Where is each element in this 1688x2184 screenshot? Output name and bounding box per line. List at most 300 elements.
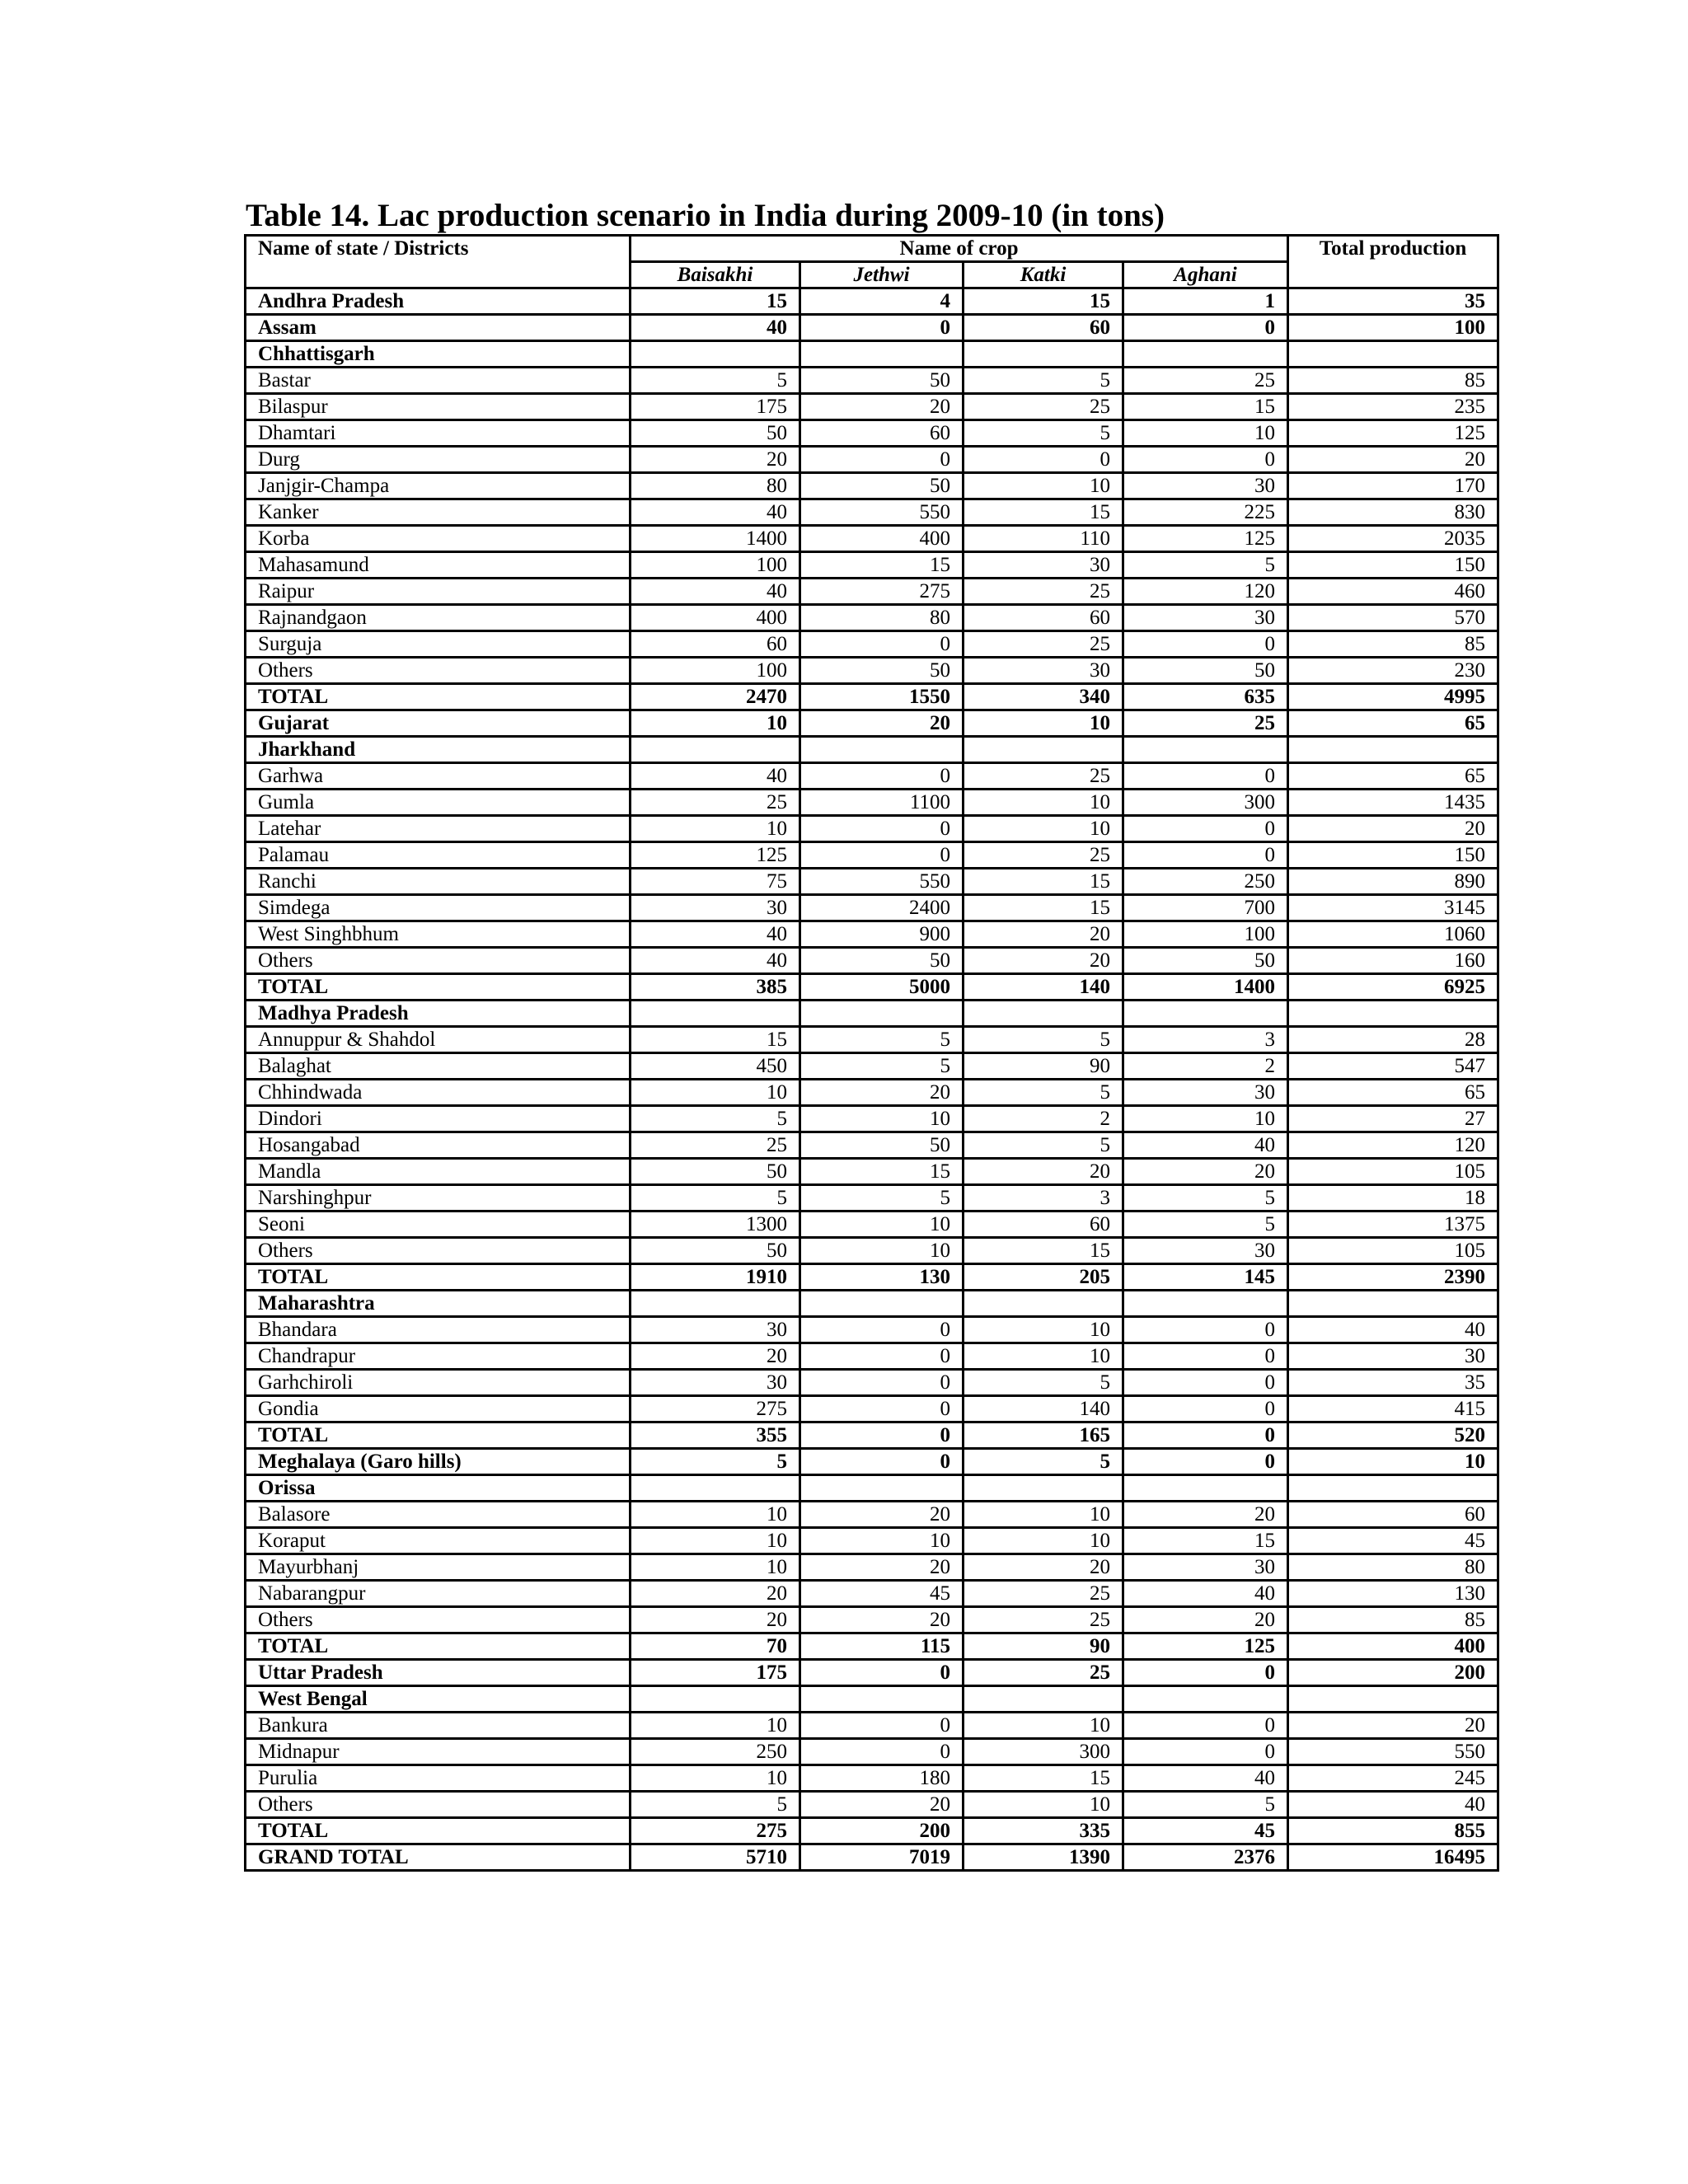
total-production-cell: 520 xyxy=(1288,1422,1498,1449)
crop-value-cell: 15 xyxy=(631,1027,800,1053)
table-row xyxy=(246,1080,1498,1106)
row-name-cell: Palamau xyxy=(246,842,631,869)
table-row xyxy=(246,1581,1498,1607)
crop-value-cell: 145 xyxy=(1123,1264,1288,1291)
crop-value-cell: 25 xyxy=(964,394,1123,420)
crop-value-cell: 385 xyxy=(631,974,800,1001)
crop-value-cell: 20 xyxy=(800,710,964,737)
row-name-cell: Dhamtari xyxy=(246,420,631,447)
total-production-cell: 415 xyxy=(1288,1396,1498,1422)
crop-value-cell: 30 xyxy=(1123,1554,1288,1581)
total-production-cell: 570 xyxy=(1288,605,1498,631)
crop-value-cell: 60 xyxy=(800,420,964,447)
crop-value-cell: 250 xyxy=(1123,869,1288,895)
crop-value-cell xyxy=(800,737,964,763)
crop-value-cell: 5 xyxy=(631,368,800,394)
crop-value-cell: 335 xyxy=(964,1818,1123,1844)
crop-value-cell: 140 xyxy=(964,974,1123,1001)
total-production-cell: 65 xyxy=(1288,763,1498,790)
total-production-cell: 1435 xyxy=(1288,790,1498,816)
crop-value-cell: 10 xyxy=(631,1713,800,1739)
row-name-cell: TOTAL xyxy=(246,684,631,710)
table-row xyxy=(246,1185,1498,1212)
crop-value-cell: 5 xyxy=(1123,552,1288,579)
total-production-cell: 3145 xyxy=(1288,895,1498,921)
crop-value-cell: 90 xyxy=(964,1633,1123,1660)
crop-value-cell: 25 xyxy=(631,1132,800,1159)
crop-value-cell: 180 xyxy=(800,1765,964,1792)
crop-value-cell: 5 xyxy=(964,1080,1123,1106)
crop-value-cell: 0 xyxy=(1123,1713,1288,1739)
crop-value-cell: 10 xyxy=(964,1528,1123,1554)
total-production-cell: 4995 xyxy=(1288,684,1498,710)
table-row xyxy=(246,368,1498,394)
row-name-cell: Mayurbhanj xyxy=(246,1554,631,1581)
crop-value-cell: 2376 xyxy=(1123,1844,1288,1871)
total-production-cell: 890 xyxy=(1288,869,1498,895)
table-row xyxy=(246,1238,1498,1264)
total-production-cell xyxy=(1288,1475,1498,1502)
total-production-cell xyxy=(1288,1686,1498,1713)
crop-value-cell: 400 xyxy=(800,526,964,552)
crop-value-cell xyxy=(964,341,1123,368)
crop-value-cell: 25 xyxy=(964,1660,1123,1686)
crop-value-cell: 100 xyxy=(1123,921,1288,948)
total-production-cell: 547 xyxy=(1288,1053,1498,1080)
table-row xyxy=(246,974,1498,1001)
crop-value-cell: 80 xyxy=(800,605,964,631)
header-crop-aghani: Aghani xyxy=(1123,262,1288,288)
crop-value-cell: 25 xyxy=(964,763,1123,790)
crop-value-cell: 0 xyxy=(1123,1739,1288,1765)
row-name-cell: Annuppur & Shahdol xyxy=(246,1027,631,1053)
crop-value-cell: 25 xyxy=(964,631,1123,658)
table-row xyxy=(246,1001,1498,1027)
crop-value-cell: 275 xyxy=(631,1396,800,1422)
row-name-cell: Chhindwada xyxy=(246,1080,631,1106)
crop-value-cell: 15 xyxy=(964,288,1123,315)
table-row xyxy=(246,1713,1498,1739)
table-row xyxy=(246,579,1498,605)
crop-value-cell: 3 xyxy=(964,1185,1123,1212)
crop-value-cell: 30 xyxy=(1123,1080,1288,1106)
crop-value-cell: 0 xyxy=(1123,1370,1288,1396)
crop-value-cell: 30 xyxy=(1123,605,1288,631)
row-name-cell: Gumla xyxy=(246,790,631,816)
table-row xyxy=(246,1660,1498,1686)
crop-value-cell: 10 xyxy=(964,1792,1123,1818)
row-name-cell: Purulia xyxy=(246,1765,631,1792)
header-crop-baisakhi: Baisakhi xyxy=(631,262,800,288)
total-production-cell xyxy=(1288,341,1498,368)
crop-value-cell: 550 xyxy=(800,499,964,526)
crop-value-cell: 80 xyxy=(631,473,800,499)
total-production-cell: 40 xyxy=(1288,1792,1498,1818)
crop-value-cell: 20 xyxy=(631,1581,800,1607)
total-production-cell: 20 xyxy=(1288,1713,1498,1739)
total-production-cell: 1375 xyxy=(1288,1212,1498,1238)
table-row xyxy=(246,763,1498,790)
table-row xyxy=(246,1449,1498,1475)
total-production-cell: 30 xyxy=(1288,1343,1498,1370)
crop-value-cell: 15 xyxy=(964,1765,1123,1792)
crop-value-cell: 60 xyxy=(964,1212,1123,1238)
crop-value-cell: 300 xyxy=(1123,790,1288,816)
crop-value-cell: 550 xyxy=(800,869,964,895)
crop-value-cell: 25 xyxy=(631,790,800,816)
crop-value-cell: 60 xyxy=(631,631,800,658)
row-name-cell: Balaghat xyxy=(246,1053,631,1080)
crop-value-cell: 10 xyxy=(964,1343,1123,1370)
crop-value-cell: 3 xyxy=(1123,1027,1288,1053)
crop-value-cell: 400 xyxy=(631,605,800,631)
row-name-cell: Bilaspur xyxy=(246,394,631,420)
crop-value-cell: 10 xyxy=(964,1713,1123,1739)
table-row xyxy=(246,684,1498,710)
row-name-cell: Gondia xyxy=(246,1396,631,1422)
crop-value-cell: 45 xyxy=(800,1581,964,1607)
total-production-cell: 65 xyxy=(1288,710,1498,737)
crop-value-cell: 0 xyxy=(1123,447,1288,473)
row-name-cell: Others xyxy=(246,1238,631,1264)
table-row xyxy=(246,658,1498,684)
crop-value-cell: 5 xyxy=(1123,1212,1288,1238)
row-name-cell: Madhya Pradesh xyxy=(246,1001,631,1027)
row-name-cell: Andhra Pradesh xyxy=(246,288,631,315)
table-body xyxy=(246,288,1498,1871)
table-row xyxy=(246,1370,1498,1396)
crop-value-cell: 30 xyxy=(964,658,1123,684)
table-row xyxy=(246,315,1498,341)
crop-value-cell: 30 xyxy=(631,1317,800,1343)
crop-value-cell: 0 xyxy=(800,842,964,869)
crop-value-cell: 250 xyxy=(631,1739,800,1765)
crop-value-cell: 0 xyxy=(1123,1343,1288,1370)
crop-value-cell: 5 xyxy=(631,1792,800,1818)
crop-value-cell: 0 xyxy=(800,631,964,658)
table-row xyxy=(246,1291,1498,1317)
crop-value-cell: 60 xyxy=(964,605,1123,631)
crop-value-cell: 2 xyxy=(1123,1053,1288,1080)
total-production-cell: 125 xyxy=(1288,420,1498,447)
row-name-cell: Bankura xyxy=(246,1713,631,1739)
table-title: Table 14. Lac production scenario in India during 2009-10 (in tons) xyxy=(246,198,1165,233)
crop-value-cell: 10 xyxy=(964,710,1123,737)
crop-value-cell: 0 xyxy=(1123,816,1288,842)
total-production-cell: 2035 xyxy=(1288,526,1498,552)
crop-value-cell: 1550 xyxy=(800,684,964,710)
table-row xyxy=(246,631,1498,658)
crop-value-cell: 50 xyxy=(800,658,964,684)
table-row xyxy=(246,1844,1498,1871)
row-name-cell: Garhchiroli xyxy=(246,1370,631,1396)
table-row xyxy=(246,737,1498,763)
crop-value-cell: 5 xyxy=(800,1027,964,1053)
crop-value-cell: 0 xyxy=(800,1713,964,1739)
header-row xyxy=(246,236,1498,262)
crop-value-cell: 25 xyxy=(964,842,1123,869)
table-row xyxy=(246,1264,1498,1291)
crop-value-cell: 75 xyxy=(631,869,800,895)
total-production-cell: 1060 xyxy=(1288,921,1498,948)
crop-value-cell: 10 xyxy=(631,1528,800,1554)
crop-value-cell: 100 xyxy=(631,552,800,579)
table-row xyxy=(246,895,1498,921)
crop-value-cell: 20 xyxy=(964,921,1123,948)
crop-value-cell: 40 xyxy=(1123,1132,1288,1159)
crop-value-cell: 25 xyxy=(964,1607,1123,1633)
crop-value-cell: 40 xyxy=(631,315,800,341)
total-production-cell: 855 xyxy=(1288,1818,1498,1844)
crop-value-cell xyxy=(631,1475,800,1502)
total-production-cell: 6925 xyxy=(1288,974,1498,1001)
crop-value-cell: 10 xyxy=(964,473,1123,499)
table-row xyxy=(246,1818,1498,1844)
crop-value-cell: 90 xyxy=(964,1053,1123,1080)
crop-value-cell: 50 xyxy=(631,1159,800,1185)
crop-value-cell: 5710 xyxy=(631,1844,800,1871)
table-row xyxy=(246,473,1498,499)
crop-value-cell: 125 xyxy=(1123,526,1288,552)
crop-value-cell: 5 xyxy=(1123,1185,1288,1212)
row-name-cell: Chhattisgarh xyxy=(246,341,631,368)
crop-value-cell: 5 xyxy=(800,1185,964,1212)
crop-value-cell xyxy=(800,1475,964,1502)
crop-value-cell: 25 xyxy=(964,579,1123,605)
header-total-col: Total production xyxy=(1288,236,1498,288)
crop-value-cell: 0 xyxy=(1123,1660,1288,1686)
total-production-cell: 18 xyxy=(1288,1185,1498,1212)
row-name-cell: Surguja xyxy=(246,631,631,658)
table-row xyxy=(246,420,1498,447)
crop-value-cell: 0 xyxy=(800,763,964,790)
row-name-cell: Gujarat xyxy=(246,710,631,737)
crop-value-cell: 10 xyxy=(800,1238,964,1264)
table-row xyxy=(246,1607,1498,1633)
header-name-col: Name of state / Districts xyxy=(246,236,631,288)
table-row xyxy=(246,1132,1498,1159)
crop-value-cell: 200 xyxy=(800,1818,964,1844)
crop-value-cell: 20 xyxy=(800,1607,964,1633)
crop-value-cell xyxy=(964,1291,1123,1317)
crop-value-cell: 15 xyxy=(964,869,1123,895)
crop-value-cell: 40 xyxy=(631,763,800,790)
crop-value-cell: 165 xyxy=(964,1422,1123,1449)
crop-value-cell: 20 xyxy=(1123,1159,1288,1185)
row-name-cell: Maharashtra xyxy=(246,1291,631,1317)
crop-value-cell: 5 xyxy=(964,1132,1123,1159)
crop-value-cell: 40 xyxy=(631,579,800,605)
crop-value-cell: 275 xyxy=(631,1818,800,1844)
table-row xyxy=(246,1053,1498,1080)
table-row xyxy=(246,526,1498,552)
crop-value-cell: 20 xyxy=(631,1607,800,1633)
table-row xyxy=(246,1317,1498,1343)
crop-value-cell: 40 xyxy=(1123,1765,1288,1792)
row-name-cell: Kanker xyxy=(246,499,631,526)
crop-value-cell: 140 xyxy=(964,1396,1123,1422)
crop-value-cell: 4 xyxy=(800,288,964,315)
total-production-cell: 400 xyxy=(1288,1633,1498,1660)
crop-value-cell: 25 xyxy=(964,1581,1123,1607)
total-production-cell: 105 xyxy=(1288,1159,1498,1185)
total-production-cell: 65 xyxy=(1288,1080,1498,1106)
table-row xyxy=(246,1159,1498,1185)
row-name-cell: Others xyxy=(246,1607,631,1633)
crop-value-cell: 5 xyxy=(964,1370,1123,1396)
crop-value-cell: 10 xyxy=(631,816,800,842)
table-row xyxy=(246,790,1498,816)
total-production-cell: 85 xyxy=(1288,368,1498,394)
crop-value-cell: 0 xyxy=(1123,631,1288,658)
crop-value-cell xyxy=(1123,1475,1288,1502)
total-production-cell: 235 xyxy=(1288,394,1498,420)
crop-value-cell: 5000 xyxy=(800,974,964,1001)
crop-value-cell: 10 xyxy=(1123,420,1288,447)
row-name-cell: Meghalaya (Garo hills) xyxy=(246,1449,631,1475)
crop-value-cell: 15 xyxy=(1123,1528,1288,1554)
crop-value-cell: 50 xyxy=(800,948,964,974)
row-name-cell: Midnapur xyxy=(246,1739,631,1765)
crop-value-cell: 5 xyxy=(1123,1792,1288,1818)
crop-value-cell: 900 xyxy=(800,921,964,948)
table-row xyxy=(246,341,1498,368)
crop-value-cell xyxy=(800,1291,964,1317)
crop-value-cell: 125 xyxy=(631,842,800,869)
crop-value-cell: 175 xyxy=(631,394,800,420)
crop-value-cell: 0 xyxy=(964,447,1123,473)
row-name-cell: Hosangabad xyxy=(246,1132,631,1159)
total-production-cell: 130 xyxy=(1288,1581,1498,1607)
total-production-cell: 35 xyxy=(1288,288,1498,315)
table-row xyxy=(246,921,1498,948)
row-name-cell: Others xyxy=(246,948,631,974)
crop-value-cell: 5 xyxy=(631,1449,800,1475)
row-name-cell: Dindori xyxy=(246,1106,631,1132)
table-row xyxy=(246,710,1498,737)
total-production-cell: 160 xyxy=(1288,948,1498,974)
crop-value-cell: 355 xyxy=(631,1422,800,1449)
table-row xyxy=(246,1212,1498,1238)
crop-value-cell: 50 xyxy=(1123,948,1288,974)
crop-value-cell: 10 xyxy=(800,1212,964,1238)
crop-value-cell: 0 xyxy=(800,1422,964,1449)
crop-value-cell: 10 xyxy=(631,710,800,737)
total-production-cell: 230 xyxy=(1288,658,1498,684)
crop-value-cell: 5 xyxy=(964,1027,1123,1053)
crop-value-cell xyxy=(631,1291,800,1317)
crop-value-cell: 10 xyxy=(631,1080,800,1106)
total-production-cell: 20 xyxy=(1288,447,1498,473)
table-row xyxy=(246,499,1498,526)
crop-value-cell: 70 xyxy=(631,1633,800,1660)
table-row xyxy=(246,1396,1498,1422)
total-production-cell: 200 xyxy=(1288,1660,1498,1686)
crop-value-cell: 300 xyxy=(964,1739,1123,1765)
row-name-cell: Koraput xyxy=(246,1528,631,1554)
crop-value-cell: 100 xyxy=(631,658,800,684)
crop-value-cell: 20 xyxy=(964,1554,1123,1581)
crop-value-cell: 40 xyxy=(631,921,800,948)
crop-value-cell: 25 xyxy=(1123,710,1288,737)
crop-value-cell: 7019 xyxy=(800,1844,964,1871)
crop-value-cell: 30 xyxy=(1123,473,1288,499)
crop-value-cell: 115 xyxy=(800,1633,964,1660)
crop-value-cell: 0 xyxy=(1123,1449,1288,1475)
crop-value-cell: 1 xyxy=(1123,288,1288,315)
crop-value-cell: 1390 xyxy=(964,1844,1123,1871)
crop-value-cell: 10 xyxy=(964,1317,1123,1343)
crop-value-cell: 25 xyxy=(1123,368,1288,394)
crop-value-cell: 20 xyxy=(1123,1502,1288,1528)
total-production-cell: 60 xyxy=(1288,1502,1498,1528)
crop-value-cell: 10 xyxy=(964,1502,1123,1528)
crop-value-cell: 50 xyxy=(631,420,800,447)
crop-value-cell: 50 xyxy=(800,368,964,394)
crop-value-cell: 30 xyxy=(1123,1238,1288,1264)
row-name-cell: Durg xyxy=(246,447,631,473)
crop-value-cell xyxy=(631,1686,800,1713)
crop-value-cell: 20 xyxy=(1123,1607,1288,1633)
total-production-cell xyxy=(1288,737,1498,763)
crop-value-cell: 0 xyxy=(1123,1396,1288,1422)
table-row xyxy=(246,1528,1498,1554)
crop-value-cell: 1910 xyxy=(631,1264,800,1291)
crop-value-cell: 5 xyxy=(964,368,1123,394)
table-row xyxy=(246,1106,1498,1132)
crop-value-cell xyxy=(1123,341,1288,368)
total-production-cell: 85 xyxy=(1288,631,1498,658)
row-name-cell: Bhandara xyxy=(246,1317,631,1343)
crop-value-cell: 0 xyxy=(800,1370,964,1396)
crop-value-cell: 0 xyxy=(800,1449,964,1475)
total-production-cell: 85 xyxy=(1288,1607,1498,1633)
crop-value-cell xyxy=(964,737,1123,763)
total-production-cell: 120 xyxy=(1288,1132,1498,1159)
crop-value-cell: 1400 xyxy=(631,526,800,552)
crop-value-cell xyxy=(964,1475,1123,1502)
row-name-cell: Others xyxy=(246,658,631,684)
row-name-cell: Janjgir-Champa xyxy=(246,473,631,499)
row-name-cell: Latehar xyxy=(246,816,631,842)
crop-value-cell: 0 xyxy=(800,1317,964,1343)
crop-value-cell xyxy=(800,1686,964,1713)
header-crop-katki: Katki xyxy=(964,262,1123,288)
crop-value-cell xyxy=(800,341,964,368)
crop-value-cell: 40 xyxy=(1123,1581,1288,1607)
total-production-cell xyxy=(1288,1291,1498,1317)
table-row xyxy=(246,605,1498,631)
document-page xyxy=(244,198,1497,1872)
crop-value-cell: 15 xyxy=(631,288,800,315)
total-production-cell: 20 xyxy=(1288,816,1498,842)
crop-value-cell: 0 xyxy=(1123,315,1288,341)
crop-value-cell: 50 xyxy=(800,473,964,499)
crop-value-cell: 50 xyxy=(1123,658,1288,684)
row-name-cell: Rajnandgaon xyxy=(246,605,631,631)
crop-value-cell: 1300 xyxy=(631,1212,800,1238)
crop-value-cell: 2 xyxy=(964,1106,1123,1132)
row-name-cell: Korba xyxy=(246,526,631,552)
total-production-cell: 170 xyxy=(1288,473,1498,499)
table-row xyxy=(246,842,1498,869)
row-name-cell: Mandla xyxy=(246,1159,631,1185)
header-crop-group: Name of crop xyxy=(631,236,1288,262)
crop-value-cell: 15 xyxy=(964,895,1123,921)
crop-value-cell: 10 xyxy=(631,1554,800,1581)
row-name-cell: Others xyxy=(246,1792,631,1818)
table-row xyxy=(246,1027,1498,1053)
